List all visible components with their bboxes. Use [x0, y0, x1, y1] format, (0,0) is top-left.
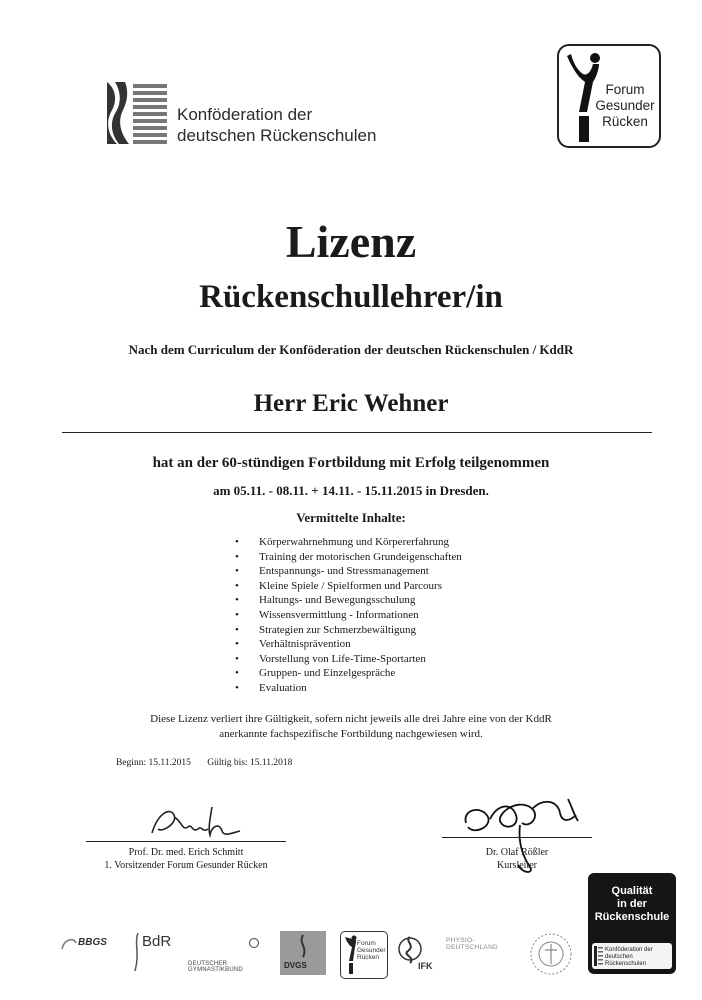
begin-date: Beginn: 15.11.2015	[116, 758, 191, 768]
kddr-logo-text	[177, 104, 376, 146]
dvgs-logo-text: DVGS	[284, 961, 307, 970]
ifk-logo	[398, 931, 442, 977]
signature-schmitt	[148, 803, 248, 843]
physio-logo-text: PHYSIO-DEUTSCHLAND	[446, 937, 499, 951]
figure-icon	[292, 933, 314, 959]
topic-item: • Training der motorischen Grundeigenschaften	[235, 550, 555, 565]
quality-badge-footer-line: Konföderation der	[605, 947, 653, 953]
kddr-logo	[103, 80, 403, 146]
curriculum-note: Nach dem Curriculum der Konföderation der deutschen Rückenschulen / KddR	[128, 342, 574, 357]
signature-line-right	[442, 837, 592, 838]
fgr-small-logo-line: Forum	[357, 940, 376, 947]
signature-line-left	[86, 841, 286, 842]
partner-logos	[60, 925, 580, 980]
fgr-small-logo	[340, 931, 388, 979]
signatory-right-role: Kursleiter	[497, 860, 537, 871]
topic-item: • Strategien zur Schmerzbewältigung	[235, 623, 555, 638]
certificate-title: Lizenz	[285, 216, 417, 267]
valid-until-date: Gültig bis: 15.11.2018	[207, 758, 293, 768]
ifk-logo-text: IFK	[418, 961, 433, 971]
topic-item: • Kleine Spiele / Spielformen und Parcours	[235, 579, 555, 594]
signatory-right	[455, 846, 579, 872]
topic-item: • Evaluation	[235, 681, 555, 696]
kddr-logo-line: deutschen Rückenschulen	[177, 126, 377, 145]
round-seal-icon	[528, 931, 574, 977]
forum-gesunder-ruecken-logo	[557, 44, 661, 148]
course-dates: am 05.11. - 08.11. + 14.11. - 15.11.2015 in Dresden.	[213, 483, 489, 498]
bbgs-logo-text: BBGS	[78, 937, 107, 948]
fgr-logo-line: Forum	[605, 82, 645, 97]
quality-badge-line: Rückenschule	[594, 911, 670, 923]
fgr-logo-text	[589, 82, 661, 130]
fgr-logo-line: Rücken	[602, 114, 648, 129]
validity-line: Diese Lizenz verliert ihre Gültigkeit, sofern nicht jeweils alle drei Jahre eine von der KddR	[150, 713, 552, 725]
signatory-left-name: Prof. Dr. med. Erich Schmitt	[128, 847, 244, 858]
circle-emblem-icon	[248, 937, 260, 949]
contents-heading: Vermittelte Inhalte:	[296, 510, 406, 525]
certificate-subtitle: Rückenschullehrer/in	[199, 279, 503, 315]
topic-item: • Körperwahrnehmung und Körpererfahrung	[235, 535, 555, 550]
topic-item: • Vorstellung von Life-Time-Sportarten	[235, 652, 555, 667]
topic-item: • Entspannungs- und Stressmanagement	[235, 564, 555, 579]
name-underline	[62, 432, 652, 433]
fgr-small-logo-line: Rücken	[357, 954, 380, 961]
topic-item: • Verhältnisprävention	[235, 637, 555, 652]
recipient-name: Herr Eric Wehner	[253, 390, 449, 417]
validity-note	[0, 712, 702, 742]
quality-badge-title	[588, 885, 676, 924]
bdr-logo-text: BdR	[142, 933, 172, 950]
topic-item: • Gruppen- und Einzelgespräche	[235, 666, 555, 681]
fgr-small-logo-text	[357, 940, 386, 961]
validity-dates	[116, 758, 306, 768]
quality-badge-line: in der	[617, 898, 647, 910]
quality-badge-footer	[592, 943, 672, 969]
bbgs-logo	[60, 935, 120, 975]
validity-line: anerkannte fachspezifische Fortbildung nachgewiesen wird.	[219, 728, 483, 740]
topics-list	[235, 535, 555, 696]
quality-badge-footer-text	[605, 947, 671, 968]
bdr-logo	[132, 933, 184, 973]
kddr-logo-line: Konföderation der	[177, 105, 313, 124]
swirl-icon	[60, 935, 78, 953]
topic-item: • Haltungs- und Bewegungsschulung	[235, 593, 555, 608]
physio-deutschland-logo	[446, 937, 526, 977]
quality-badge-footer-line: deutschen Rückenschulen	[605, 954, 647, 967]
signatory-right-name: Dr. Olaf Rößler	[485, 847, 549, 858]
fgr-logo-line: Gesunder	[595, 98, 655, 113]
fgr-small-logo-line: Gesunder	[357, 947, 386, 954]
completion-statement: hat an der 60-stündigen Fortbildung mit Erfolg teilgenommen	[152, 455, 550, 471]
person-figure-icon	[344, 935, 358, 975]
spine-logo-icon	[594, 946, 603, 966]
dgb-logo	[188, 935, 270, 975]
dvgs-logo	[280, 931, 326, 975]
topic-item: • Wissensvermittlung - Informationen	[235, 608, 555, 623]
quality-badge-line: Qualität	[611, 885, 653, 897]
quality-badge	[588, 873, 676, 974]
signatory-left	[60, 846, 312, 872]
spine-figure-icon	[132, 933, 142, 971]
spine-logo-icon	[103, 80, 169, 146]
dgb-logo-text: DEUTSCHER GYMNASTIKBUND	[188, 961, 243, 973]
signatory-left-role: 1. Vorsitzender Forum Gesunder Rücken	[104, 860, 268, 871]
